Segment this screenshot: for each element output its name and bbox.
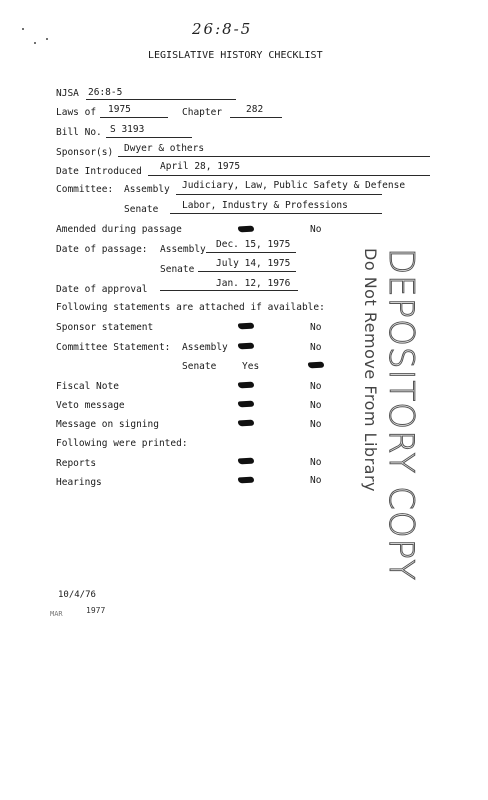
passage-senate-label: Senate bbox=[160, 264, 195, 275]
bill-no-label: Bill No. bbox=[56, 127, 102, 138]
chapter-value: 282 bbox=[246, 104, 264, 115]
depository-stamp bbox=[361, 248, 421, 800]
committee-statement-senate-yes: Yes bbox=[242, 361, 260, 372]
passage-assembly-value: Dec. 15, 1975 bbox=[216, 239, 291, 250]
depository-copy-text: DEPOSITORY COPY bbox=[381, 248, 421, 582]
sponsors-label: Sponsor(s) bbox=[56, 147, 114, 158]
chapter-underline bbox=[230, 117, 282, 118]
statements-heading: Following statements are attached if available: bbox=[56, 302, 325, 313]
passage-assembly-label: Assembly bbox=[160, 244, 206, 255]
speck bbox=[34, 42, 36, 44]
do-not-remove-text: Do Not Remove From Library bbox=[361, 248, 380, 492]
date-of-approval-underline bbox=[160, 290, 298, 291]
yes-redaction-mark bbox=[238, 343, 254, 350]
yes-redaction-mark bbox=[238, 477, 254, 484]
no-redaction-mark bbox=[308, 362, 324, 369]
committee-senate-label: Senate bbox=[124, 204, 159, 215]
amended-label: Amended during passage bbox=[56, 224, 182, 235]
reports-no: No bbox=[310, 457, 322, 468]
sponsors-value: Dwyer & others bbox=[124, 143, 205, 154]
date-introduced-label: Date Introduced bbox=[56, 166, 142, 177]
veto-message-label: Veto message bbox=[56, 400, 125, 411]
laws-of-value: 1975 bbox=[108, 104, 131, 115]
yes-redaction-mark bbox=[238, 323, 254, 330]
committee-assembly-label: Assembly bbox=[124, 184, 170, 195]
speck bbox=[46, 38, 48, 40]
passage-senate-underline bbox=[198, 271, 296, 272]
bill-no-value: S 3193 bbox=[110, 124, 145, 135]
date-of-passage-label: Date of passage: bbox=[56, 244, 148, 255]
njsa-value: 26:8-5 bbox=[88, 87, 123, 98]
yes-redaction-mark bbox=[238, 420, 254, 427]
committee-statement-assembly-no: No bbox=[310, 342, 322, 353]
fiscal-note-label: Fiscal Note bbox=[56, 381, 119, 392]
footer-year-mark: 1977 bbox=[86, 606, 106, 615]
veto-message-no: No bbox=[310, 400, 322, 411]
date-of-approval-value: Jan. 12, 1976 bbox=[216, 278, 291, 289]
chapter-label: Chapter bbox=[182, 107, 223, 118]
date-introduced-value: April 28, 1975 bbox=[160, 161, 241, 172]
committee-statement-assembly-label: Assembly bbox=[182, 342, 228, 353]
date-introduced-underline bbox=[148, 175, 430, 176]
footer-date: 10/4/76 bbox=[58, 590, 96, 600]
yes-redaction-mark bbox=[238, 226, 254, 233]
committee-label: Committee: bbox=[56, 184, 114, 195]
passage-senate-value: July 14, 1975 bbox=[216, 258, 291, 269]
committee-senate-underline bbox=[170, 213, 382, 214]
committee-assembly-underline bbox=[176, 194, 382, 195]
bill-no-underline bbox=[106, 137, 192, 138]
handwritten-number: 26:8-5 bbox=[192, 20, 253, 38]
footer-mar-mark: MAR bbox=[50, 610, 63, 618]
njsa-label: NJSA bbox=[56, 88, 79, 99]
committee-assembly-value: Judiciary, Law, Public Safety & Defense bbox=[182, 180, 406, 191]
page-title: LEGISLATIVE HISTORY CHECKLIST bbox=[148, 50, 323, 61]
njsa-underline bbox=[86, 99, 236, 100]
committee-statement-label: Committee Statement: bbox=[56, 342, 171, 353]
committee-senate-value: Labor, Industry & Professions bbox=[182, 200, 348, 211]
hearings-label: Hearings bbox=[56, 477, 102, 488]
laws-of-label: Laws of bbox=[56, 107, 97, 118]
committee-statement-senate-label: Senate bbox=[182, 361, 217, 372]
speck bbox=[22, 28, 24, 30]
yes-redaction-mark bbox=[238, 458, 254, 465]
message-on-signing-no: No bbox=[310, 419, 322, 430]
sponsor-statement-label: Sponsor statement bbox=[56, 322, 154, 333]
yes-redaction-mark bbox=[238, 382, 254, 389]
yes-redaction-mark bbox=[238, 401, 254, 408]
sponsors-underline bbox=[118, 156, 430, 157]
laws-of-underline bbox=[100, 117, 168, 118]
amended-no: No bbox=[310, 224, 322, 235]
sponsor-statement-no: No bbox=[310, 322, 322, 333]
reports-label: Reports bbox=[56, 458, 97, 469]
fiscal-note-no: No bbox=[310, 381, 322, 392]
date-of-approval-label: Date of approval bbox=[56, 284, 148, 295]
message-on-signing-label: Message on signing bbox=[56, 419, 159, 430]
printed-heading: Following were printed: bbox=[56, 438, 188, 449]
passage-assembly-underline bbox=[206, 252, 296, 253]
hearings-no: No bbox=[310, 475, 322, 486]
